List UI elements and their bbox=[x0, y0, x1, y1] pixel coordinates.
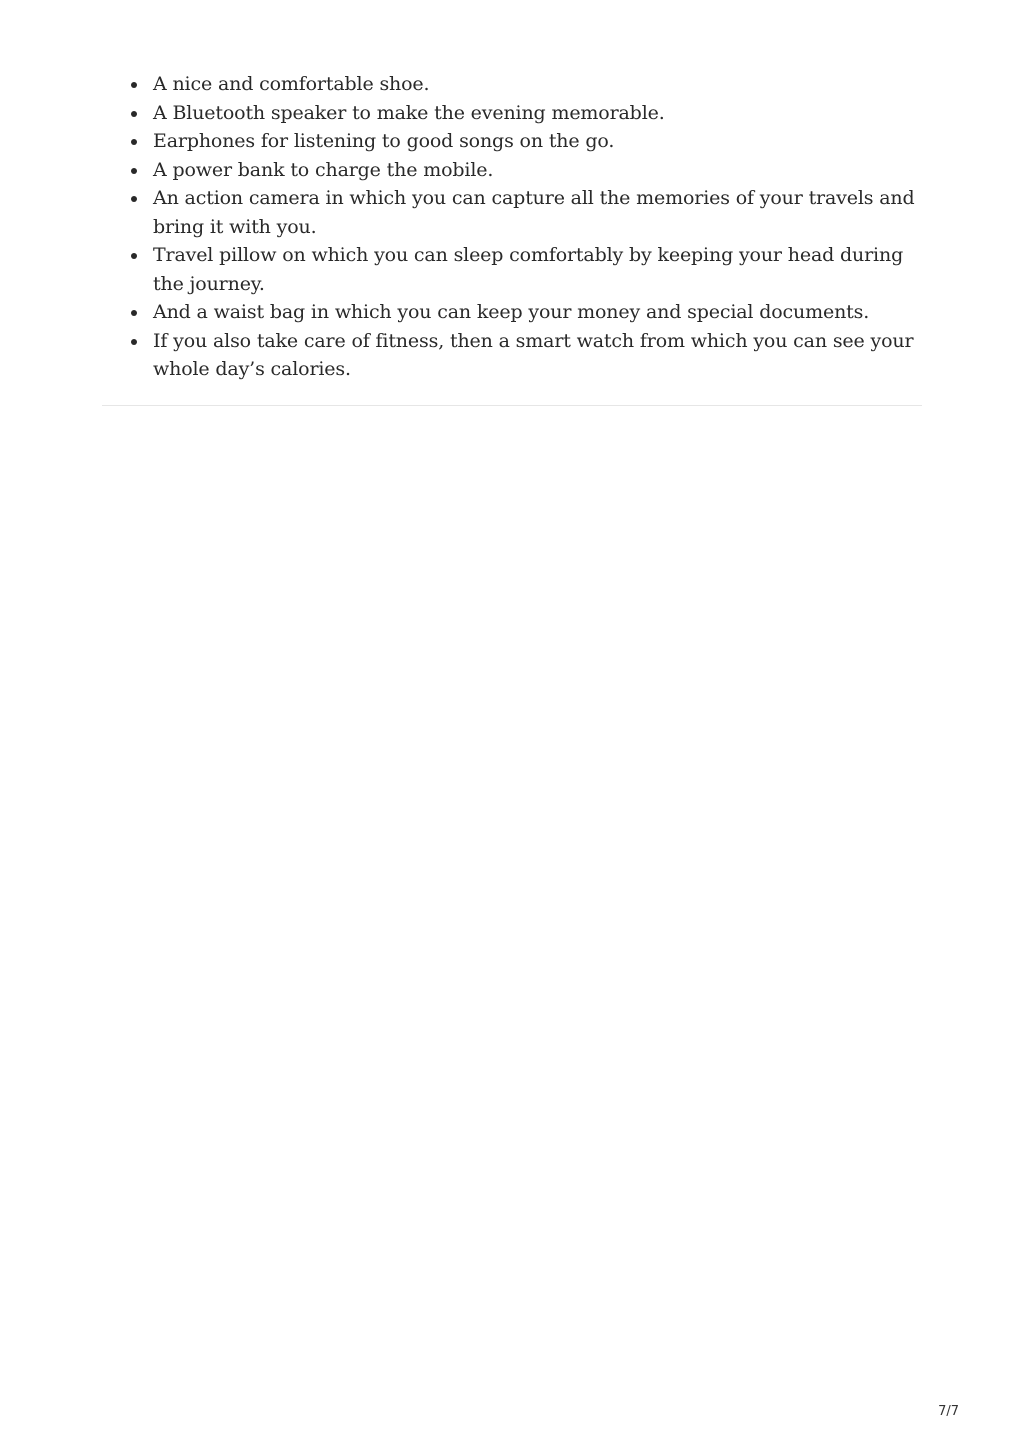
list-item bbox=[102, 70, 922, 99]
bullet-icon bbox=[131, 139, 137, 145]
bullet-icon bbox=[131, 82, 137, 88]
list-item bbox=[102, 156, 922, 185]
list-item-text: Travel pillow on which you can sleep comfortably by keeping your head during the journey. bbox=[153, 244, 904, 295]
list-item-text: A power bank to charge the mobile. bbox=[153, 158, 494, 181]
list-item-text: A nice and comfortable shoe. bbox=[153, 73, 430, 95]
list-item-text: And a waist bag in which you can keep your money and special documents. bbox=[153, 301, 870, 323]
list-item bbox=[102, 298, 922, 327]
list-item bbox=[102, 184, 922, 241]
bullet-icon bbox=[131, 310, 137, 316]
bullet-icon bbox=[131, 196, 137, 202]
list-item bbox=[102, 99, 922, 128]
article-content bbox=[102, 70, 922, 384]
list-item-text: A Bluetooth speaker to make the evening memorable. bbox=[153, 101, 665, 124]
bullet-icon bbox=[131, 111, 137, 117]
travel-items-list bbox=[102, 70, 922, 384]
list-item-text: If you also take care of fitness, then a smart watch from which you can see your whole day’s calories. bbox=[153, 329, 914, 380]
bullet-icon bbox=[131, 339, 137, 345]
list-item-text: An action camera in which you can capture all the memories of your travels and bring it with you. bbox=[153, 187, 915, 238]
list-item bbox=[102, 327, 922, 384]
bullet-icon bbox=[131, 253, 137, 259]
list-item bbox=[102, 241, 922, 298]
page-number: 7/7 bbox=[938, 1404, 959, 1419]
list-item-text: Earphones for listening to good songs on the go. bbox=[153, 130, 615, 152]
list-item bbox=[102, 127, 922, 156]
bullet-icon bbox=[131, 168, 137, 174]
section-divider bbox=[102, 405, 922, 406]
